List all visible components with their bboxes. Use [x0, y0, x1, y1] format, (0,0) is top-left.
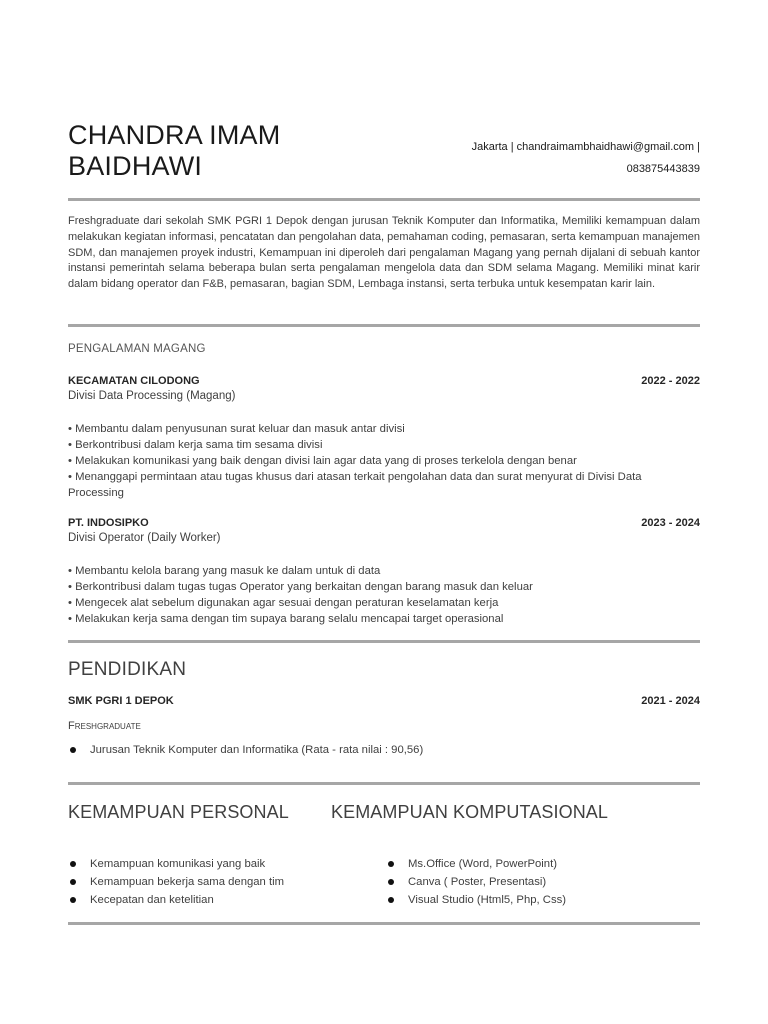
bullet-icon: [388, 879, 394, 885]
list-item-label: Kecepatan dan ketelitian: [90, 894, 214, 906]
job-org: PT. INDOSIPKO: [68, 517, 149, 529]
contact-info: [400, 136, 700, 180]
list-item-label: Jurusan Teknik Komputer dan Informatika (Rata - rata nilai : 90,56): [90, 744, 424, 756]
job-role: Divisi Data Processing (Magang): [68, 390, 236, 402]
job-org: KECAMATAN CILODONG: [68, 375, 200, 387]
list-item: [386, 873, 566, 891]
list-item: • Melakukan kerja sama dengan tim supaya barang selalu mencapai target operasional: [68, 613, 504, 625]
bullet-icon: [388, 897, 394, 903]
list-item-label: Kemampuan komunikasi yang baik: [90, 858, 266, 870]
job-role: Divisi Operator (Daily Worker): [68, 532, 221, 544]
list-item: • Membantu kelola barang yang masuk ke dalam untuk di data: [68, 565, 381, 577]
contact-line-1: Jakarta | chandraimambhaidhawi@gmail.com |: [471, 141, 700, 153]
job-years: 2022 - 2022: [641, 375, 700, 387]
bullet-icon: [388, 861, 394, 867]
degree-label: Freshgraduate: [68, 720, 141, 732]
profile-summary: Freshgraduate dari sekolah SMK PGRI 1 Depok dengan jurusan Teknik Komputer dan Informatika, Memiliki kemampuan dalam melakukan kegiatan informasi, pencatatan dan pengolahan data, pemahaman coding, pemasaran, serta kemampuan manajemen SDM, dan manajemen proyek industri, Kemampuan ini diperoleh dari pengalaman Magang yang pernah dijalani di sebuah kantor instansi pemerintah selama beberapa bulan serta pengalaman mengelola data dan SDM selama Magang. Memiliki minat karir dalam bidang operator dan F&B, pemasaran, bagian SDM, Lembaga instansi, serta terbuka untuk kesempatan karir lain.: [68, 215, 700, 291]
list-item: • Mengecek alat sebelum digunakan agar sesuai dengan peraturan keselamatan kerja: [68, 597, 499, 609]
list-item: • Berkontribusi dalam tugas tugas Operator yang berkaitan dengan barang masuk dan keluar: [68, 581, 533, 593]
education-list: [68, 741, 423, 759]
list-item: [386, 891, 566, 909]
divider: [68, 922, 700, 925]
list-item-label: Kemampuan bekerja sama dengan tim: [90, 876, 285, 888]
list-item-label: Canva ( Poster, Presentasi): [408, 876, 547, 888]
list-item: [68, 855, 284, 873]
candidate-name: [68, 120, 280, 182]
list-item: • Membantu dalam penyusunan surat keluar dan masuk antar divisi: [68, 423, 405, 435]
job-bullets: [68, 421, 700, 501]
bullet-icon: [70, 861, 76, 867]
list-item: [386, 855, 566, 873]
list-item: • Berkontribusi dalam kerja sama tim sesama divisi: [68, 439, 323, 451]
divider: [68, 782, 700, 785]
list-item: [68, 873, 284, 891]
list-item: • Menanggapi permintaan atau tugas khusus dari atasan terkait pengolahan data dan surat menyurat di Divisi Data Processing: [68, 471, 642, 499]
contact-line-2: 083875443839: [626, 163, 700, 175]
education-heading: PENDIDIKAN: [68, 659, 187, 680]
divider: [68, 198, 700, 201]
job-bullets: [68, 563, 700, 627]
name-line-1: CHANDRA IMAM: [68, 120, 281, 150]
divider: [68, 640, 700, 643]
computational-skills-heading: KEMAMPUAN KOMPUTASIONAL: [331, 802, 609, 822]
bullet-icon: [70, 897, 76, 903]
bullet-icon: [70, 879, 76, 885]
computational-skills-list: [386, 855, 566, 909]
school-name: SMK PGRI 1 DEPOK: [68, 695, 174, 707]
list-item: [68, 891, 284, 909]
personal-skills-list: [68, 855, 284, 909]
list-item: • Melakukan komunikasi yang baik dengan divisi lain agar data yang di proses terkelola dengan benar: [68, 455, 577, 467]
job-years: 2023 - 2024: [641, 517, 700, 529]
name-line-2: BAIDHAWI: [68, 151, 203, 181]
personal-skills-heading: KEMAMPUAN PERSONAL: [68, 802, 289, 822]
divider: [68, 324, 700, 327]
list-item: [68, 741, 423, 759]
education-years: 2021 - 2024: [641, 695, 700, 707]
experience-heading: PENGALAMAN MAGANG: [68, 343, 206, 355]
list-item-label: Ms.Office (Word, PowerPoint): [408, 858, 557, 870]
bullet-icon: [70, 747, 76, 753]
list-item-label: Visual Studio (Html5, Php, Css): [408, 894, 567, 906]
